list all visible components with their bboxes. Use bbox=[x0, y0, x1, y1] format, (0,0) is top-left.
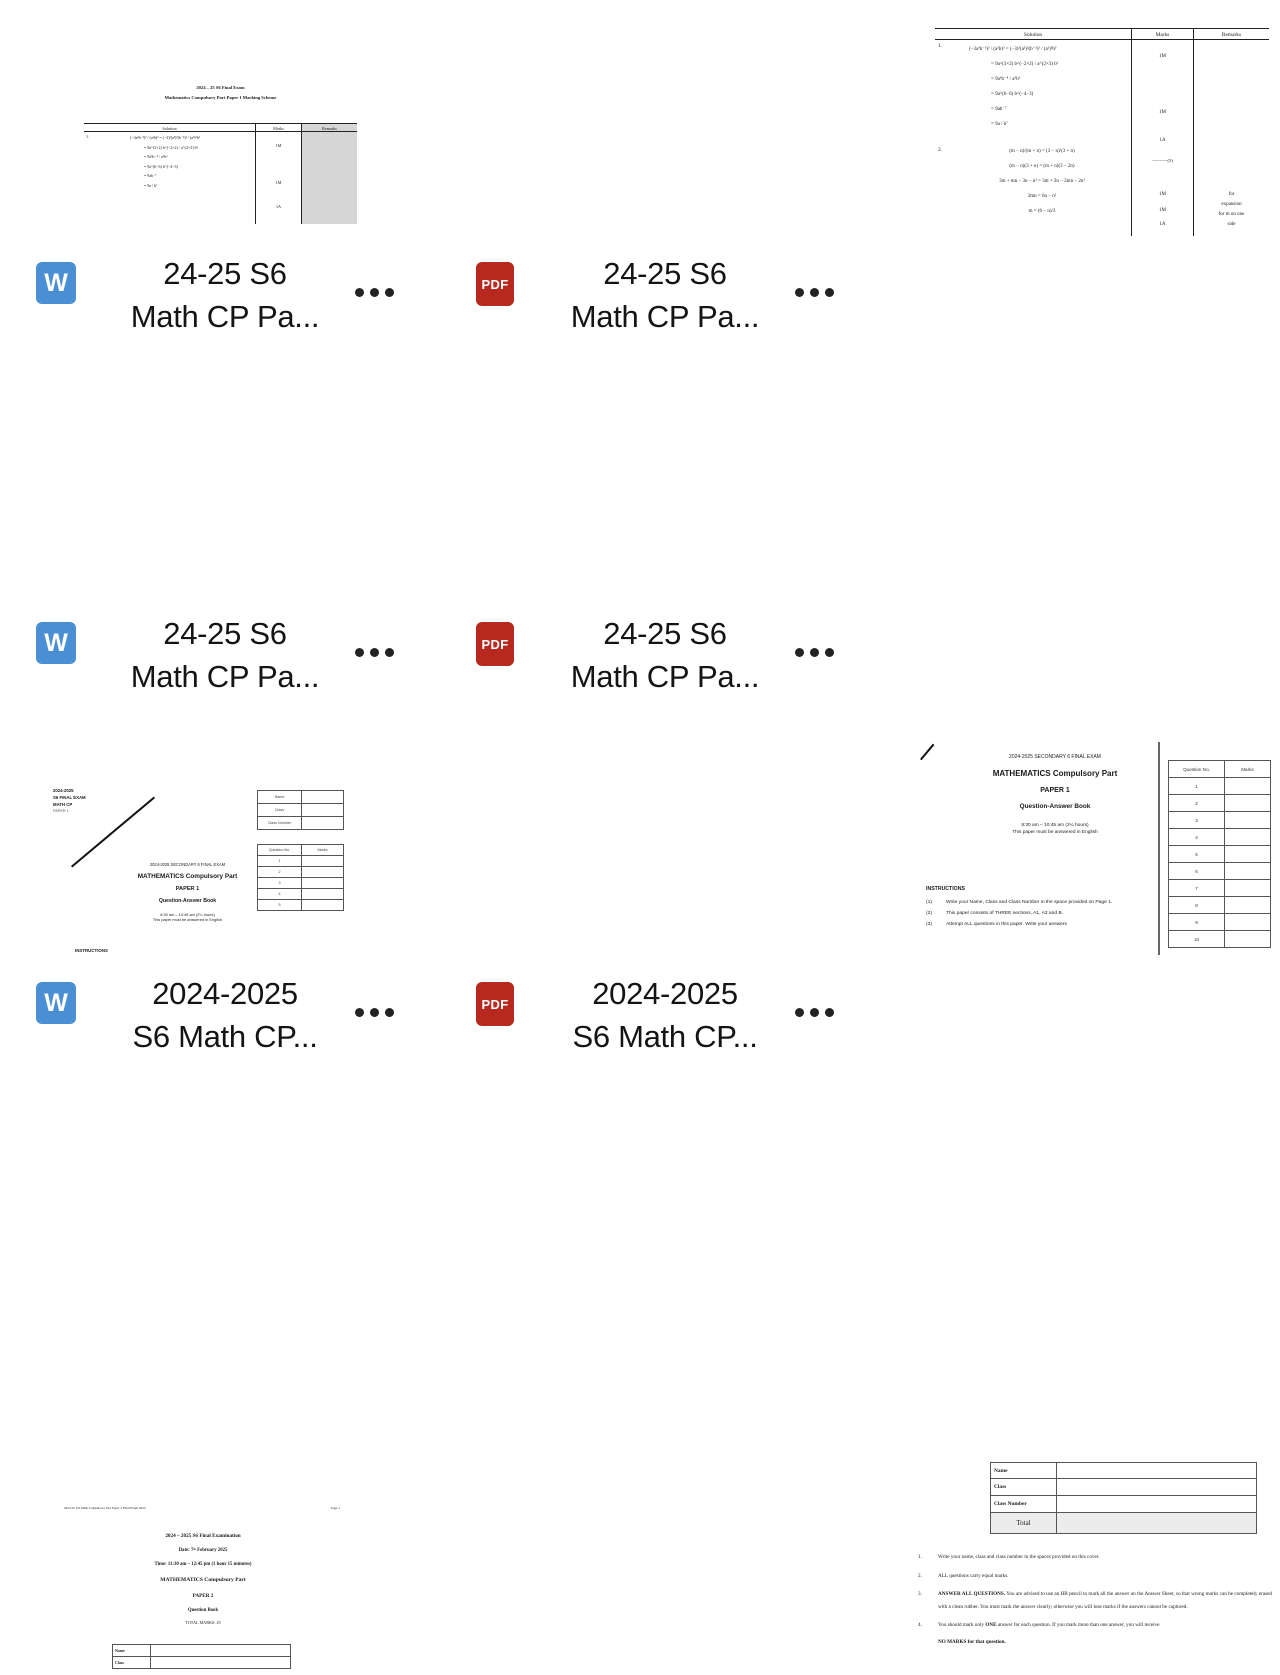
marks-value: 1A bbox=[1159, 138, 1166, 143]
solution-step: = 9a^(6−6) b^(−4−3) bbox=[144, 163, 178, 169]
solution-step: (−3a³b⁻²)² / (a²b)³ = (−3)²(a³)²(b⁻²)² / (a²)³b³ bbox=[130, 135, 200, 140]
column-header-solution: Solution bbox=[1023, 32, 1043, 38]
paper-heading: PAPER 2 bbox=[192, 1593, 214, 1599]
book-heading: Question-Answer Book bbox=[1019, 803, 1091, 810]
file-thumbnail-5[interactable] bbox=[58, 1500, 348, 1675]
pdf-file-icon: PDF bbox=[476, 982, 514, 1026]
marks-row-number: 1 bbox=[1169, 778, 1225, 795]
page-divider bbox=[1158, 742, 1160, 955]
solution-step: (m − n)(3 + n) = (m + n)(3 − 2n) bbox=[1009, 164, 1075, 169]
marks-row-number: 2 bbox=[1169, 795, 1225, 812]
file-meta-6 bbox=[440, 968, 880, 1080]
instruction-text: Write your Name, Class and Class Number in the space provided on Page 1. bbox=[946, 900, 1113, 905]
page-header-left: 2024-25 S.6 Math Compulsory Part Paper 2 Final Exam 2025 bbox=[64, 1506, 146, 1510]
marks-col-header: Marks bbox=[302, 845, 344, 856]
marks-row-number: 3 bbox=[258, 878, 302, 889]
sidebar-label: PAPER 1 bbox=[53, 809, 69, 813]
file-name-line2: Math CP Pa... bbox=[570, 299, 760, 334]
instruction-item bbox=[926, 898, 1154, 908]
overflow-menu-button-3[interactable] bbox=[355, 648, 394, 657]
marks-row-number: 3 bbox=[1169, 812, 1225, 829]
remark-line: for bbox=[1228, 192, 1235, 197]
word-docx-icon: W bbox=[36, 982, 76, 1024]
marks-value: 1M bbox=[1159, 208, 1166, 213]
file-meta-2 bbox=[440, 248, 880, 360]
marks-col-header: Marks bbox=[1225, 761, 1271, 778]
solution-step: m = (6 − n)/3 bbox=[1028, 209, 1056, 214]
overflow-menu-button-5[interactable] bbox=[355, 1008, 394, 1017]
marks-value: 1A bbox=[275, 204, 282, 209]
file-name-6 bbox=[540, 972, 790, 1058]
instruction-number: (1) bbox=[926, 900, 932, 905]
instruction-text: Write your name, class and class number in the spaces provided on this cover. bbox=[938, 1554, 1100, 1560]
file-name-5 bbox=[100, 972, 350, 1058]
marks-col-header: Question No. bbox=[258, 845, 302, 856]
word-docx-icon: W bbox=[36, 622, 76, 664]
solution-step: 3mn = 6n − n² bbox=[1027, 194, 1057, 199]
file-name-line1: 24-25 S6 bbox=[603, 256, 727, 291]
exam-time: 8:30 am – 10:45 am (2¼ hours) bbox=[160, 912, 215, 917]
instruction-text-pre: You should mark only bbox=[938, 1622, 986, 1628]
paper-heading: PAPER 1 bbox=[1040, 787, 1070, 794]
file-name-line2: Math CP Pa... bbox=[130, 299, 320, 334]
info-label: Class Number bbox=[258, 817, 302, 830]
marks-row-number: 4 bbox=[258, 889, 302, 900]
column-header-marks: Marks bbox=[1131, 29, 1193, 39]
marks-value: 1M bbox=[1159, 54, 1166, 59]
column-header-remarks: Remarks bbox=[1193, 29, 1269, 39]
file-thumbnail-6[interactable] bbox=[910, 1456, 1280, 1675]
page-header-right: Page 1 bbox=[331, 1506, 340, 1510]
instruction-text: This paper consists of THREE sections, A1, A2 and B. bbox=[946, 911, 1064, 916]
solution-step: = 9ab⁻⁷ bbox=[991, 107, 1007, 112]
file-name-2 bbox=[540, 252, 790, 338]
table-header-row bbox=[935, 28, 1269, 40]
file-card-3[interactable] bbox=[0, 360, 440, 953]
instruction-text: ALL questions carry equal marks. bbox=[938, 1572, 1009, 1579]
pdf-file-icon: PDF bbox=[476, 622, 514, 666]
overflow-menu-button-1[interactable] bbox=[355, 288, 394, 297]
file-meta-3 bbox=[0, 608, 440, 720]
book-heading: Question-Answer Book bbox=[158, 898, 217, 904]
instruction-item bbox=[926, 920, 1154, 930]
doc-title-line2: Mathematics Compulsory Part Paper 1 Marking Scheme bbox=[164, 95, 277, 100]
pdf-file-icon: PDF bbox=[476, 262, 514, 306]
instruction-item bbox=[926, 909, 1154, 919]
info-label: Class bbox=[258, 804, 302, 817]
file-name-line1: 24-25 S6 bbox=[163, 616, 287, 651]
diagonal-line-decoration bbox=[920, 744, 935, 761]
instruction-item bbox=[918, 1551, 1272, 1564]
instruction-number: 3. bbox=[918, 1591, 922, 1597]
marks-row-number: 5 bbox=[1169, 846, 1225, 863]
instruction-text: Attempt ALL questions in this paper. Write your answers bbox=[946, 922, 1067, 927]
column-header-remarks: Remarks bbox=[301, 124, 357, 131]
instruction-number: 1. bbox=[918, 1554, 922, 1560]
solution-step: = 9ab⁻⁷ bbox=[144, 173, 157, 178]
file-card-4[interactable] bbox=[440, 360, 1254, 942]
solution-step: (m − n)/(m + n) = (3 − n)/(3 + n) bbox=[1009, 149, 1075, 154]
file-card-5[interactable] bbox=[0, 720, 440, 1665]
instruction-emphasis: ONE bbox=[985, 1622, 997, 1628]
file-name-line2: Math CP Pa... bbox=[570, 659, 760, 694]
solution-step: = 9a / b⁷ bbox=[144, 182, 158, 188]
subject-heading: MATHEMATICS Compulsory Part bbox=[992, 769, 1118, 778]
file-name-line2: S6 Math CP... bbox=[572, 1019, 758, 1054]
instruction-emphasis: ANSWER ALL QUESTIONS. bbox=[938, 1591, 1006, 1597]
question-number: 1. bbox=[938, 43, 943, 49]
info-label: Class bbox=[113, 1657, 151, 1669]
file-name-3 bbox=[100, 612, 350, 698]
file-name-line1: 24-25 S6 bbox=[603, 616, 727, 651]
candidate-info-table bbox=[990, 1462, 1257, 1534]
instruction-number: 2. bbox=[918, 1572, 922, 1579]
instruction-item bbox=[918, 1619, 1272, 1632]
subject-heading: MATHEMATICS Compulsory Part bbox=[137, 873, 238, 880]
exam-time: 8:30 am – 10:45 am (2¼ hours) bbox=[1021, 823, 1089, 828]
instruction-item-cut bbox=[918, 1636, 1272, 1645]
marks-row-number: 8 bbox=[1169, 897, 1225, 914]
sidebar-label: S6 FINAL EXAM bbox=[53, 795, 86, 800]
exam-title: 2024 – 2025 S6 Final Examination bbox=[165, 1533, 241, 1539]
file-meta-5 bbox=[0, 968, 440, 1080]
exam-date: Date: 7ᵗʰ February 2025 bbox=[178, 1548, 228, 1553]
marks-value: 1M bbox=[1159, 192, 1166, 197]
instructions-title: INSTRUCTIONS bbox=[75, 948, 108, 953]
sidebar-label: 2024-2025 bbox=[53, 788, 74, 793]
file-meta-4 bbox=[440, 608, 880, 720]
table-row bbox=[935, 40, 1269, 236]
marks-row-number: 6 bbox=[1169, 863, 1225, 880]
info-label: Name bbox=[258, 791, 302, 804]
instruction-number: (3) bbox=[926, 922, 932, 927]
info-label: Name bbox=[113, 1645, 151, 1657]
marks-col-header: Question No. bbox=[1169, 761, 1225, 778]
overflow-menu-button-6[interactable] bbox=[795, 1008, 834, 1017]
file-name-1 bbox=[100, 252, 350, 338]
question-total: ----------(3) bbox=[1152, 158, 1173, 163]
instruction-item bbox=[918, 1588, 1272, 1613]
remarks-cell bbox=[301, 132, 357, 224]
instructions-title: INSTRUCTIONS bbox=[926, 886, 965, 892]
candidate-info-table bbox=[112, 1644, 291, 1669]
file-name-line2: S6 Math CP... bbox=[132, 1019, 318, 1054]
subject-heading: MATHEMATICS Compulsory Part bbox=[160, 1577, 246, 1583]
file-name-line1: 2024-2025 bbox=[592, 976, 738, 1011]
solution-step: = 9a / b⁷ bbox=[991, 122, 1008, 127]
instruction-number: (2) bbox=[926, 911, 932, 916]
solution-step: (−3a³b⁻²)² / (a²b)³ = (−3)²(a³)²(b⁻²)² / (a²)³b³ bbox=[969, 47, 1057, 52]
remark-line: for m on one bbox=[1218, 212, 1245, 217]
file-thumbnail-4[interactable] bbox=[910, 742, 1280, 955]
marks-row-number: 4 bbox=[1169, 829, 1225, 846]
marks-row-number: 10 bbox=[1169, 931, 1225, 948]
instruction-number: 4. bbox=[918, 1622, 922, 1628]
instruction-text: answer for each question. If you mark more than one answer, you will receive bbox=[996, 1622, 1160, 1628]
solution-step: = 9a^(3×2) b^(−2×2) / a^(2×3) b³ bbox=[991, 62, 1059, 67]
info-label-total: Total bbox=[991, 1513, 1057, 1534]
exam-language: This paper must be answered in English bbox=[152, 917, 223, 922]
column-header-marks: Marks bbox=[255, 124, 301, 131]
marks-row-number: 1 bbox=[258, 856, 302, 867]
solution-step: = 9a⁶b⁻⁴ / a⁶b³ bbox=[991, 77, 1021, 82]
marks-row-number: 7 bbox=[1169, 880, 1225, 897]
info-label: Name bbox=[991, 1463, 1057, 1479]
marks-value: 1M bbox=[1159, 110, 1166, 115]
marks-row-number: 5 bbox=[258, 900, 302, 911]
overflow-menu-button-2[interactable] bbox=[795, 288, 834, 297]
exam-language: This paper must be answered in English bbox=[1012, 830, 1098, 835]
remark-line: expansion bbox=[1221, 202, 1242, 207]
solution-step: = 9a^(6−6) b^(−4−3) bbox=[991, 92, 1034, 97]
solution-step: 3m + mn − 3n − n² = 3m + 3n − 2mn − 2n² bbox=[999, 179, 1085, 184]
file-name-line2: Math CP Pa... bbox=[130, 659, 320, 694]
file-name-line1: 2024-2025 bbox=[152, 976, 298, 1011]
solution-step: = 9a⁶b⁻⁴ / a⁶b³ bbox=[144, 154, 168, 159]
marks-row-number: 2 bbox=[258, 867, 302, 878]
exam-time: Time: 11:30 am – 12:45 pm (1 hour 15 minutes) bbox=[154, 1562, 252, 1567]
instruction-text-cut: NO MARKS for that question. bbox=[938, 1638, 1006, 1645]
word-docx-icon: W bbox=[36, 262, 76, 304]
book-heading: Question Book bbox=[187, 1608, 219, 1613]
file-name-4 bbox=[540, 612, 790, 698]
table-row bbox=[84, 132, 357, 224]
marks-value: 1M bbox=[275, 143, 282, 148]
marks-table bbox=[1168, 760, 1271, 948]
marks-value: 1M bbox=[275, 180, 282, 185]
exam-heading: 2024-2025 SECONDARY 6 FINAL EXAM bbox=[1009, 754, 1101, 760]
sidebar-label: MATH CP bbox=[53, 802, 73, 807]
question-number: 1. bbox=[86, 134, 90, 139]
file-thumbnail-2[interactable] bbox=[929, 22, 1273, 236]
paper-heading: PAPER 1 bbox=[175, 886, 200, 892]
exam-heading: 2024-2025 SECONDARY 6 FINAL EXAM bbox=[149, 862, 226, 867]
solution-step: = 9a^(3×2) b^(−2×2) / a^(2×3) b³ bbox=[144, 144, 198, 150]
table-header-row bbox=[84, 123, 357, 132]
file-card-2[interactable] bbox=[440, 0, 1245, 360]
file-thumbnail-1[interactable] bbox=[78, 78, 363, 236]
file-name-line1: 24-25 S6 bbox=[163, 256, 287, 291]
info-label: Class Number bbox=[991, 1496, 1057, 1513]
column-header-solution: Solution bbox=[162, 126, 177, 131]
doc-title-line1: 2024 – 25 S6 Final Exam bbox=[196, 85, 245, 90]
instruction-text: You are advised to use an HB pencil to mark all the answer on the Answer Sheet, so that wrong marks can be completely erased with a clean rubber. You must mark the answer clearly; otherwise you will lose marks if the answers cannot be captured. bbox=[938, 1591, 1272, 1610]
overflow-menu-button-4[interactable] bbox=[795, 648, 834, 657]
file-meta-1 bbox=[0, 248, 440, 360]
marks-value: 1A bbox=[1159, 222, 1166, 227]
remark-line: side bbox=[1227, 222, 1236, 227]
info-label: Class bbox=[991, 1479, 1057, 1496]
total-marks: TOTAL MARKS: 45 bbox=[185, 1620, 221, 1625]
question-number: 2. bbox=[938, 147, 943, 153]
instruction-item bbox=[918, 1570, 1272, 1583]
file-card-1[interactable] bbox=[0, 0, 440, 360]
marks-row-number: 9 bbox=[1169, 914, 1225, 931]
